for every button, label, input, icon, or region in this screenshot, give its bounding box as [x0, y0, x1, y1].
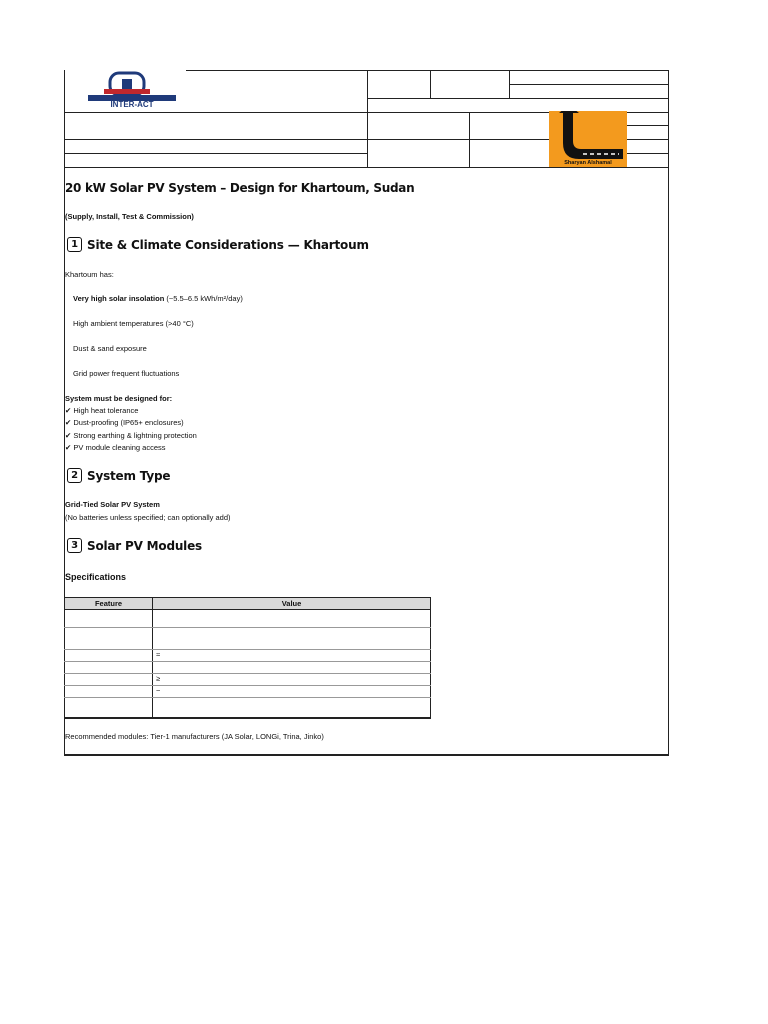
- system-type-label: Grid-Tied Solar PV System: [65, 500, 160, 509]
- svg-text:INTER-ACT: INTER-ACT: [110, 100, 154, 109]
- feature-cell: [65, 610, 153, 628]
- value-cell: ≈: [153, 650, 431, 662]
- table-row: [65, 698, 431, 718]
- section2-heading: [67, 468, 170, 483]
- column-header-feature: Feature: [65, 598, 153, 610]
- document-subtitle: (Supply, Install, Test & Commission): [65, 212, 194, 221]
- design-item-dust: ✔ Dust-proofing (IP65+ enclosures): [65, 418, 184, 427]
- company-logo-interact: [80, 71, 184, 111]
- value-cell: −: [153, 686, 431, 698]
- section2-title: System Type: [87, 468, 171, 483]
- section3-number: 3: [67, 538, 82, 553]
- document-title: 20 kW Solar PV System – Design for Khartoum, Sudan: [65, 181, 415, 195]
- table-header-row: [65, 598, 431, 610]
- section2-number: 2: [67, 468, 82, 483]
- table-row: [65, 686, 431, 698]
- value-cell: [153, 628, 431, 650]
- value-cell: [153, 698, 431, 718]
- feature-cell: [65, 662, 153, 674]
- section3-title: Solar PV Modules: [87, 538, 202, 553]
- list-item-grid: Grid power frequent fluctuations: [73, 369, 180, 378]
- section3-heading: [67, 538, 202, 553]
- table-row: [65, 610, 431, 628]
- value-cell: ≥: [153, 674, 431, 686]
- feature-cell: [65, 698, 153, 718]
- column-header-value: Value: [153, 598, 431, 610]
- feature-cell: [65, 650, 153, 662]
- section1-number: 1: [67, 237, 82, 252]
- feature-cell: [65, 628, 153, 650]
- design-requirements-label: System must be designed for:: [65, 394, 173, 403]
- feature-cell: [65, 686, 153, 698]
- feature-cell: [65, 674, 153, 686]
- section1-intro: Khartoum has:: [65, 270, 114, 279]
- list-item-dust: Dust & sand exposure: [73, 344, 147, 353]
- table-row: [65, 650, 431, 662]
- design-item-cleaning: ✔ PV module cleaning access: [65, 443, 166, 452]
- table-row: [65, 674, 431, 686]
- specifications-label: Specifications: [65, 572, 127, 582]
- table-row: [65, 628, 431, 650]
- system-type-note: (No batteries unless specified; can optionally add): [65, 513, 231, 522]
- value-cell: [153, 610, 431, 628]
- value-cell: [153, 662, 431, 674]
- list-item-insolation: Very high solar insolation (~5.5–6.5 kWh/m²/day): [73, 294, 243, 303]
- design-item-heat: ✔ High heat tolerance: [65, 406, 139, 415]
- company-logo-sharyan: [549, 111, 627, 167]
- design-item-earthing: ✔ Strong earthing & lightning protection: [65, 431, 197, 440]
- recommended-modules-note: Recommended modules: Tier-1 manufacturers (JA Solar, LONGi, Trina, Jinko): [65, 732, 324, 741]
- svg-text:Sharyan Alshamal: Sharyan Alshamal: [564, 160, 612, 166]
- list-item-temperature: High ambient temperatures (>40 °C): [73, 319, 194, 328]
- section1-heading: [67, 237, 369, 252]
- section1-title: Site & Climate Considerations — Khartoum: [87, 237, 369, 252]
- table-row: [65, 662, 431, 674]
- specifications-table: [64, 597, 431, 719]
